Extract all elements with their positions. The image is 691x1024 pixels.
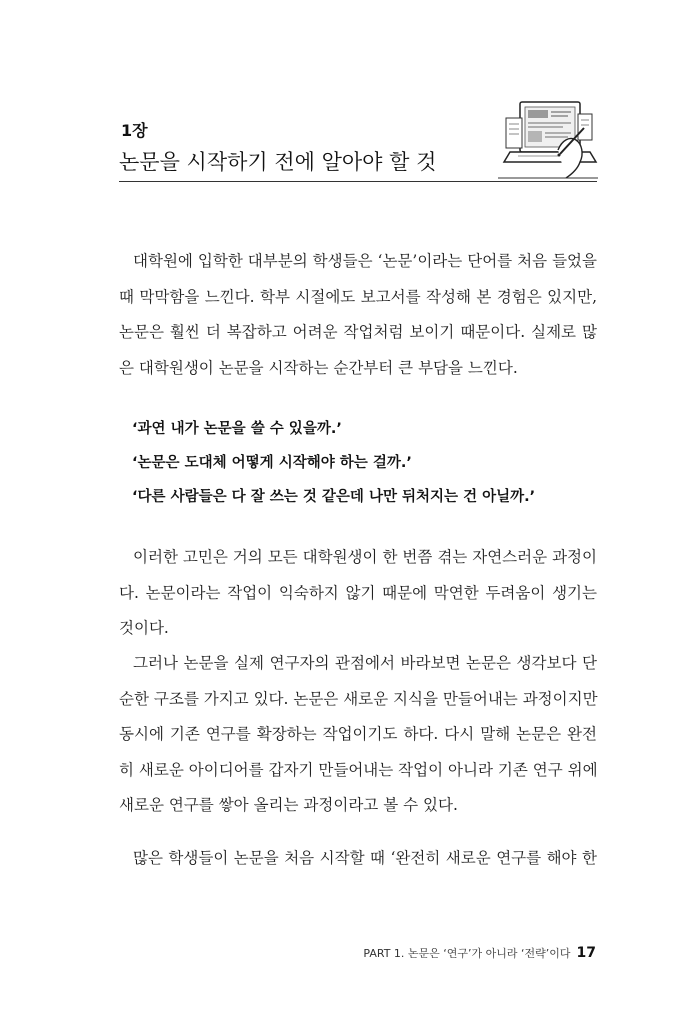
page-number: 17 bbox=[576, 945, 596, 961]
paragraph-line: 동시에 기존 연구를 확장하는 작업이기도 하다. 다시 말해 논문은 완전 bbox=[119, 725, 597, 743]
chapter-number: 1장 bbox=[121, 121, 148, 140]
chapter-title-rule bbox=[119, 181, 597, 182]
paragraph-line: 많은 학생들이 논문을 처음 시작할 때 ‘완전히 새로운 연구를 해야 한 bbox=[133, 849, 597, 867]
page-footer bbox=[363, 945, 596, 961]
paragraph-line: 다. 논문이라는 작업이 익숙하지 않기 때문에 막연한 두려움이 생기는 bbox=[119, 583, 597, 602]
hand-writing-on-laptop-icon bbox=[498, 92, 598, 180]
paragraph-line: 순한 구조를 가지고 있다. 논문은 새로운 지식을 만들어내는 과정이지만 bbox=[119, 689, 598, 708]
paragraph-line: 새로운 연구를 쌓아 올리는 과정이라고 볼 수 있다. bbox=[119, 796, 458, 814]
paragraph-line: 것이다. bbox=[119, 619, 169, 637]
body-paragraph-4 bbox=[119, 841, 597, 877]
quote-list bbox=[132, 412, 535, 514]
body-paragraph-3 bbox=[119, 646, 597, 824]
paragraph-line: 그러나 논문을 실제 연구자의 관점에서 바라보면 논문은 생각보다 단 bbox=[133, 654, 597, 672]
paragraph-line: 은 대학원생이 논문을 시작하는 순간부터 큰 부담을 느낀다. bbox=[119, 358, 518, 377]
quote-item: ‘논문은 도대체 어떻게 시작해야 하는 걸까.’ bbox=[132, 455, 412, 471]
paragraph-line: 대학원에 입학한 대부분의 학생들은 ‘논문’이라는 단어를 처음 들었을 bbox=[133, 252, 597, 270]
paragraph-line: 때 막막함을 느낀다. 학부 시절에도 보고서를 작성해 본 경험은 있지만, bbox=[119, 287, 597, 306]
body-paragraph-1 bbox=[119, 244, 597, 386]
running-title: PART 1. 논문은 ‘연구’가 아니라 ‘전략’이다 bbox=[363, 947, 571, 960]
body-paragraph-2 bbox=[119, 540, 597, 647]
paragraph-line: 논문은 훨씬 더 복잡하고 어려운 작업처럼 보이기 때문이다. 실제로 많 bbox=[119, 323, 597, 341]
chapter-title: 논문을 시작하기 전에 알아야 할 것 bbox=[119, 150, 437, 174]
quote-item: ‘과연 내가 논문을 쓸 수 있을까.’ bbox=[132, 421, 342, 437]
paragraph-line: 이러한 고민은 거의 모든 대학원생이 한 번쯤 겪는 자연스러운 과정이 bbox=[133, 548, 597, 566]
paragraph-line: 히 새로운 아이디어를 갑자기 만들어내는 작업이 아니라 기존 연구 위에 bbox=[119, 760, 598, 779]
quote-item: ‘다른 사람들은 다 잘 쓰는 것 같은데 나만 뒤처지는 건 아닐까.’ bbox=[132, 489, 536, 505]
